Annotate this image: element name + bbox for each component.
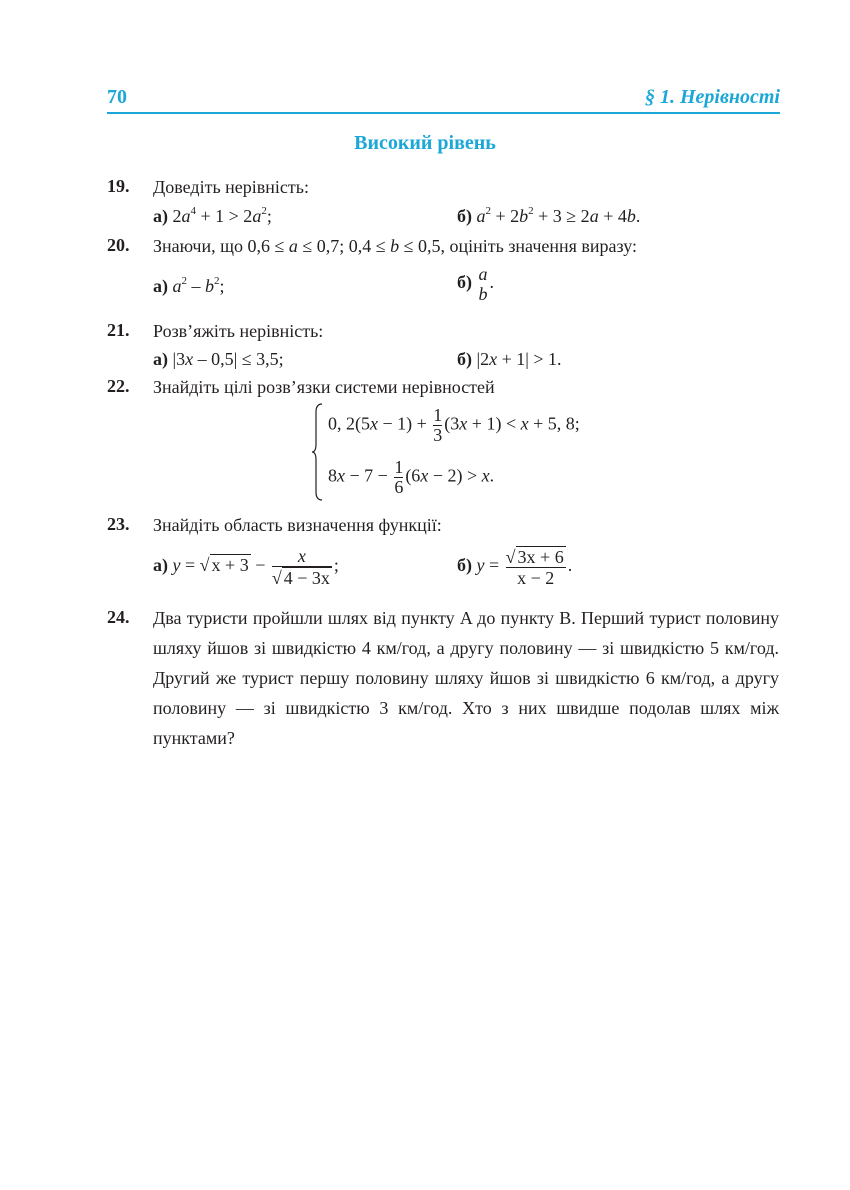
problem-20-part-b: б) a b . xyxy=(457,264,494,304)
problem-24-text: Два туристи пройшли шлях від пункту A до пункту B. Перший турист половину шляху йшов зі швидкістю 4 км/год, а другу половину — зі швидкістю 5 км/год. Другий же турист першу половину шляху йшов зі швидкістю 6 км/год, а другу половину — зі швидкістю 3 км/год. Хто з них швидше подолав шлях між пунктами? xyxy=(153,608,779,748)
sqrt-x-plus-3: x + 3 xyxy=(211,555,249,576)
problem-23-part-a: а) y = √ x + 3 − $\frac{x}{√ 4 - 3x}$ ; xyxy=(153,546,339,588)
section-title: § 1. Нерівності xyxy=(644,86,780,108)
problem-number-24: 24. xyxy=(107,607,130,627)
problem-20-part-a: а) $a^2 - b^2$; xyxy=(153,275,225,296)
curly-brace xyxy=(312,402,324,502)
level-heading: Високий рівень xyxy=(354,132,496,154)
problem-21-part-b: б) |2x + 1| > 1. xyxy=(457,349,562,369)
fraction-x-over-sqrt: $\frac{x}{√ 4 - 3x}$ xyxy=(271,546,330,588)
problem-20-text: Знаючи, що 0,6 ≤ a ≤ 0,7; 0,4 ≤ b ≤ 0,5, оцініть значення виразу: xyxy=(153,236,638,256)
system-line-2: 8x − 7 − $\frac{1}{6}$ (6x − 2) > x. xyxy=(328,457,495,497)
problem-number-20: 20. xyxy=(107,235,130,255)
problem-number-22: 22. xyxy=(107,376,130,396)
problem-number-23: 23. xyxy=(107,514,130,534)
fraction-sqrt-over-x-minus-2: $\frac{√ 3x + 6}{x - 2}$ xyxy=(505,547,564,588)
problem-number-19: 19. xyxy=(107,176,130,196)
inequality-system xyxy=(312,402,612,502)
problem-23-text: Знайдіть область визначення функції: xyxy=(153,515,442,535)
problem-22-text: Знайдіть цілі розв’язки системи нерівностей xyxy=(153,377,495,397)
system-line-1: 0, 2(5x − 1) + $\frac{1}{3}$ (3x + 1) < x + 5, 8; xyxy=(328,405,580,445)
problem-23-part-b: б) y = $\frac{√ 3x + 6}{x - 2}$ . xyxy=(457,547,573,588)
page-header xyxy=(107,86,780,114)
problem-21-part-a: а) |3x – 0,5| ≤ 3,5; xyxy=(153,349,284,369)
fraction-a-over-b: a b xyxy=(478,264,488,304)
problem-19-part-a: а) $2a^4 + 1 > 2a^2$; xyxy=(153,205,272,226)
problem-number-21: 21. xyxy=(107,320,130,340)
problem-19-part-b: б) $a^2 + 2b^2 + 3 \ge 2a + 4b$. xyxy=(457,205,641,226)
problem-19-text: Доведіть нерівність: xyxy=(153,177,309,197)
page-number: 70 xyxy=(107,86,127,108)
problem-21-text: Розв’яжіть нерівність: xyxy=(153,321,324,341)
